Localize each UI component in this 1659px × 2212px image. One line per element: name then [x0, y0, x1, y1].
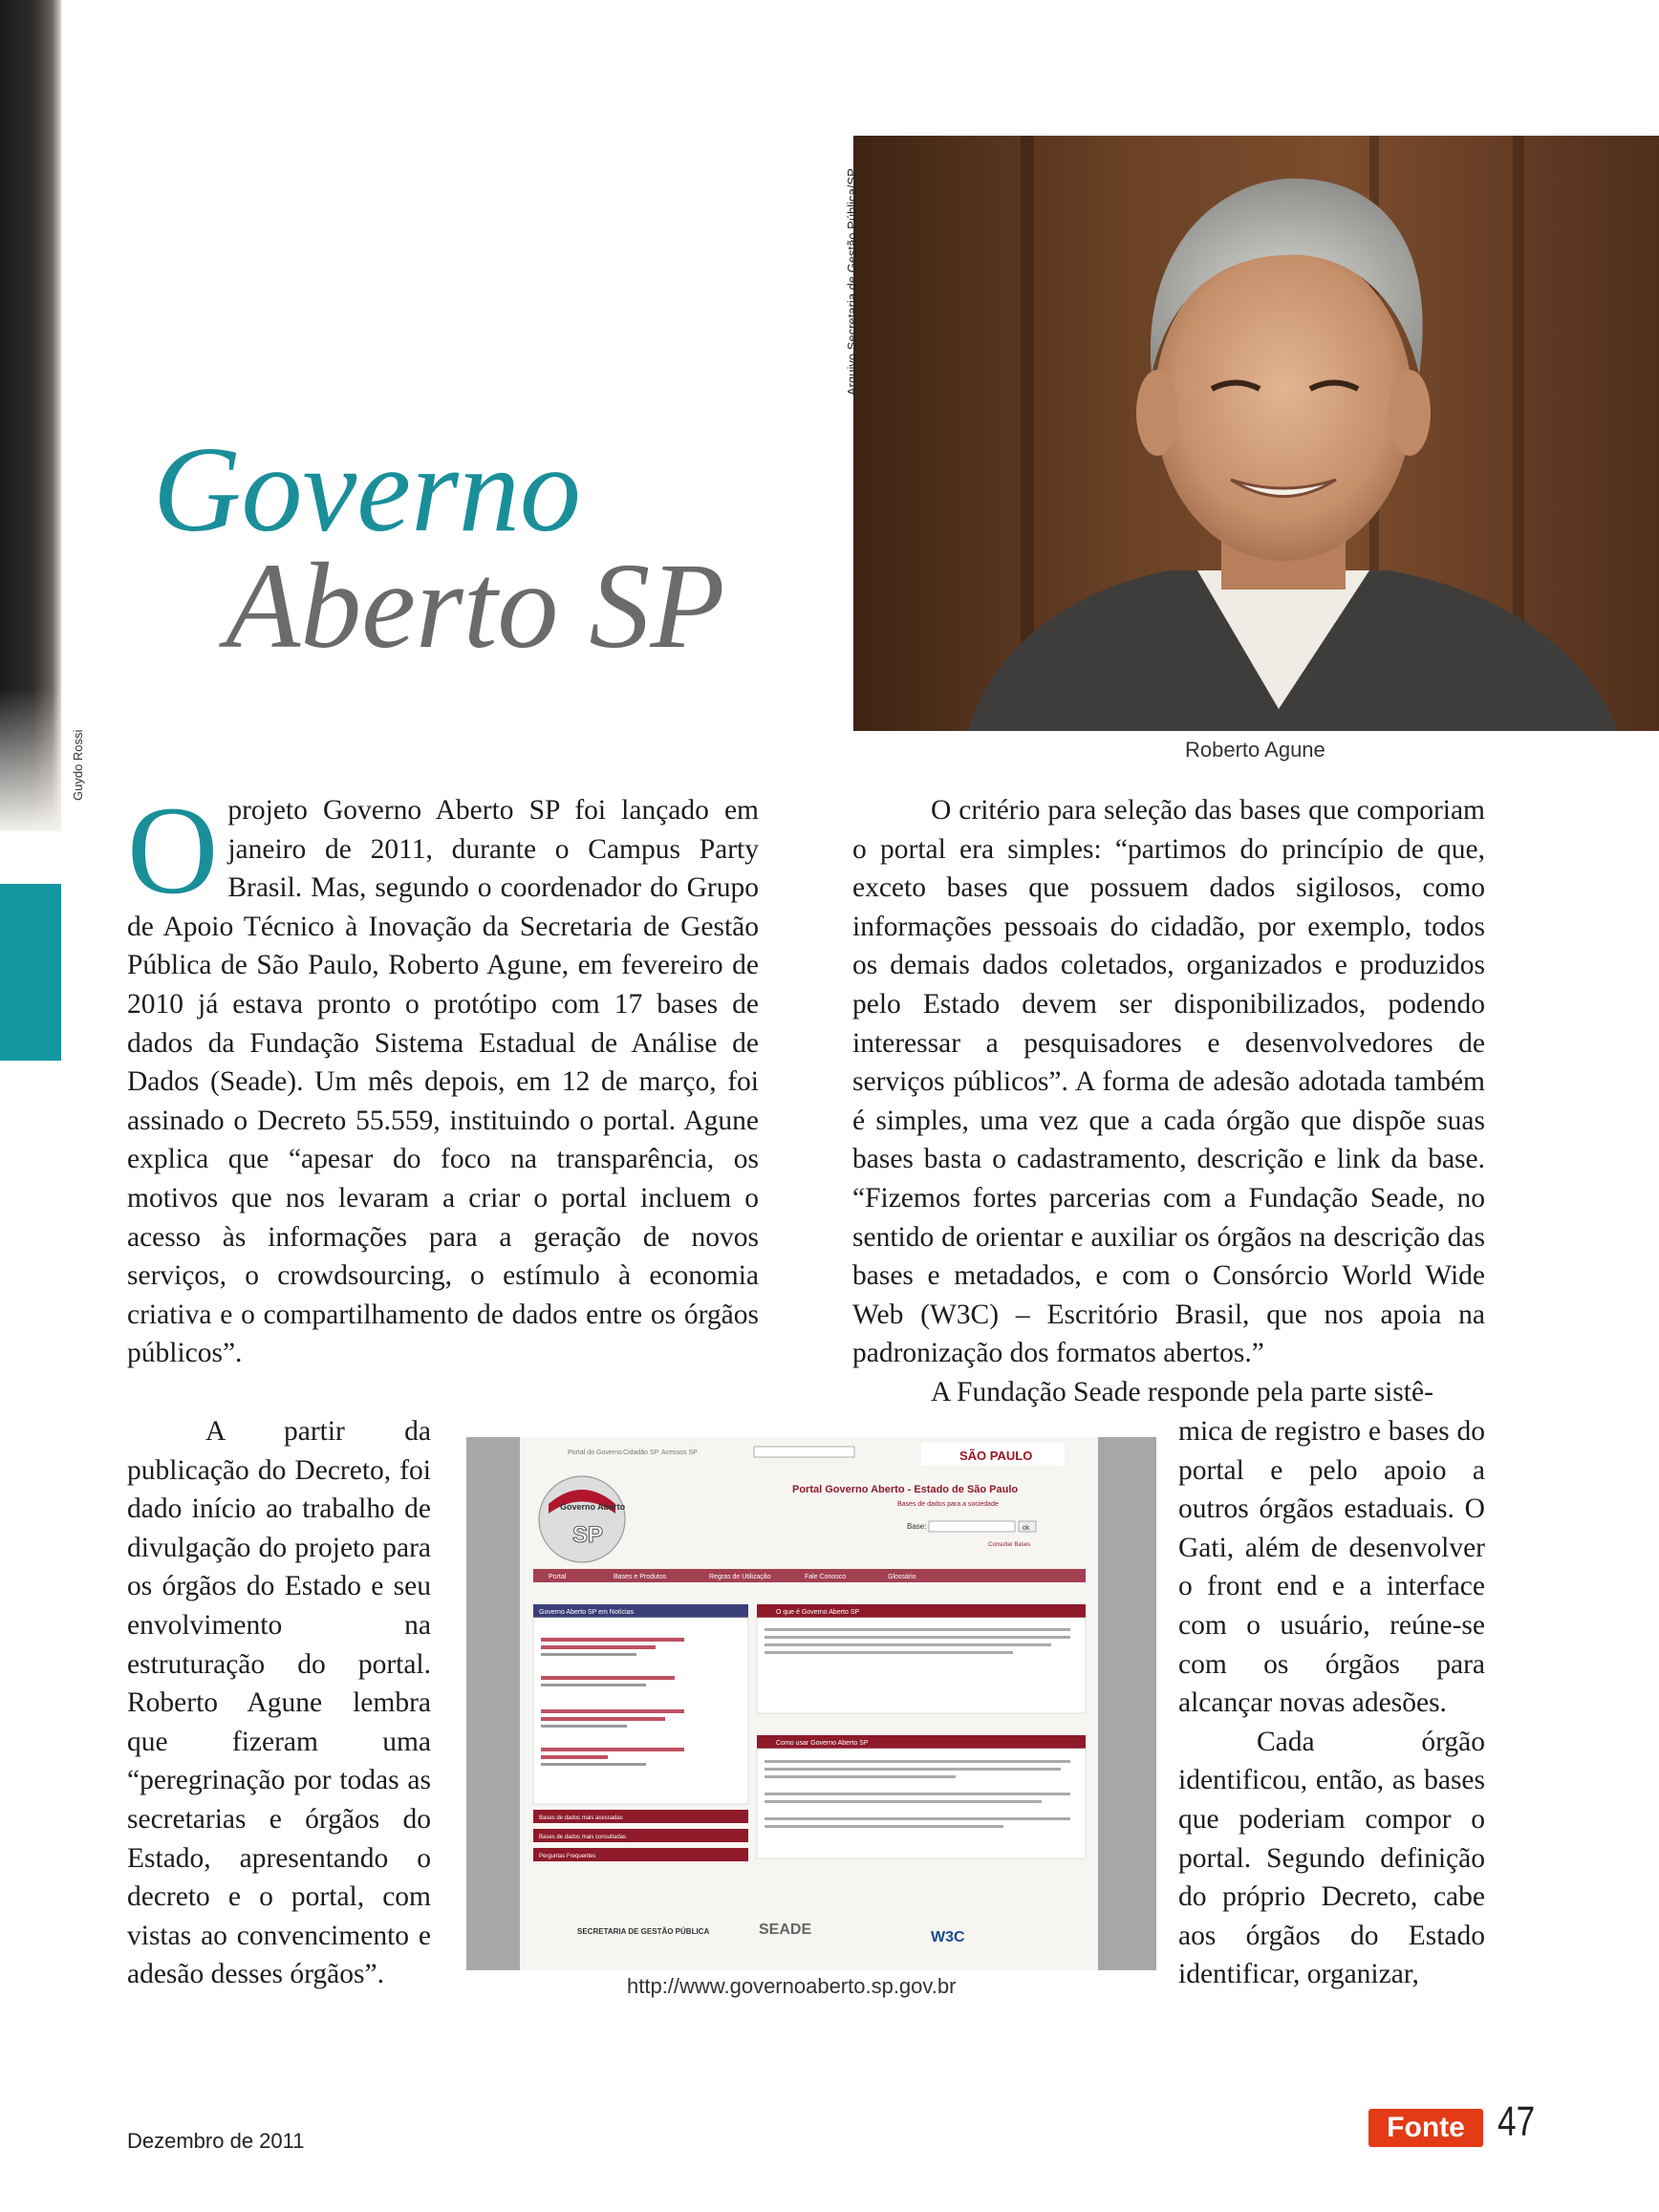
search-input[interactable]: [929, 1521, 1015, 1532]
site-nav-item[interactable]: Bases e Produtos: [614, 1574, 667, 1580]
article-column-1-lower: [127, 1412, 431, 1994]
site-header-title: Portal Governo Aberto - Estado de São Paulo: [792, 1484, 1019, 1495]
article-paragraph-2: A partir da publicação do Decreto, foi dado início ao trabalho de divulgação do projeto para os órgãos do Estado e seu envolvimento na estruturação do portal. Roberto Agune lembra que fizeram uma “peregrinação por todas as secretarias e órgãos do Estado, apresentando o decreto e o portal, com vistas ao convencimento e adesão desses órgãos”.: [127, 1416, 431, 1990]
title-line-2: Aberto SP: [226, 538, 725, 674]
site-about-box: [757, 1618, 1086, 1713]
site-howto-box: [757, 1749, 1086, 1858]
site-left-header-text: Governo Aberto SP em Notícias: [539, 1609, 635, 1616]
drop-cap: O: [127, 780, 219, 920]
site-nav-item[interactable]: Regras de Utilização: [709, 1574, 771, 1580]
site-header-subtitle: Bases de dados para a sociedade: [897, 1501, 999, 1508]
article-paragraph-3: O critério para seleção das bases que comporiam o portal era simples: “partimos do princípio de que, exceto bases que possuem dados sigilosos, como informações pessoais do cidadão, por exemplo, todos os demais dados coletados, organizados e produzidos pelo Estado devem ser disponibilizados, podendo interessar a pesquisadores e desenvolvedores de serviços públicos”. A forma de adesão adotada também é simples, uma vez que a cada órgão que dispõe suas bases basta o cadastramento, descrição e link da base. “Fizemos fortes parcerias com a Fundação Seade, no sentido de orientar e auxiliar os órgãos na descrição das bases e metadados, e com o Consórcio World Wide Web (W3C) – Escritório Brasil, que nos apoia na padronização dos formatos abertos.”: [852, 795, 1485, 1369]
consult-link[interactable]: Consultar Bases: [988, 1542, 1031, 1548]
site-left-bar-text: Perguntas Frequentes: [539, 1854, 596, 1859]
site-left-bar-text: Bases de dados mais acessadas: [539, 1815, 623, 1821]
website-caption: http://www.governoaberto.sp.gov.br: [627, 1974, 957, 1998]
site-select[interactable]: [754, 1447, 854, 1457]
article-column-2: [852, 791, 1485, 1412]
sp-logo-text: SÃO PAULO: [959, 1449, 1033, 1463]
edge-photo-strip: [0, 0, 61, 831]
article-paragraph-1: O projeto Governo Aberto SP foi lançado em janeiro de 2011, durante o Campus Party Brasil. Mas, segundo o coordenador do Grupo de Apoio Técnico à Inovação da Secretaria de Gestão Pública de São Paulo, Roberto Agune, em fevereiro de 2010 já estava pronto o protótipo com 17 bases de dados da Fundação Sistema Estadual de Análise de Dados (Seade). Um mês depois, em 12 de março, foi assinado o Decreto 55.559, instituindo o portal. Agune explica que “apesar do foco na transparência, os motivos que nos levaram a criar o portal incluem o acesso às informações para a geração de novos serviços, o crowdsourcing, o estímulo à economia criativa e o compartilhamento de dados entre os órgãos públicos”.: [127, 780, 759, 1369]
site-footer-logo: W3C: [931, 1929, 965, 1945]
site-nav-item[interactable]: Fale Conosco: [805, 1574, 847, 1580]
site-top-link[interactable]: Cidadão SP: [623, 1450, 659, 1456]
logo-text: Governo Aberto: [560, 1502, 626, 1512]
portrait-credit: Arquivo Secretaria de Gestão Pública/SP: [845, 168, 859, 396]
logo-sp: SP: [572, 1522, 604, 1548]
governo-aberto-logo: [539, 1476, 625, 1562]
site-right-header-text: O que é Governo Aberto SP: [776, 1609, 860, 1616]
article-column-3: [1178, 1412, 1485, 1994]
article-paragraph-5: Cada órgão identificou, então, as bases que poderiam compor o portal. Segundo definição do próprio Decreto, cabe aos órgãos do Estado identificar, organizar,: [1178, 1726, 1485, 1990]
website-screenshot: [466, 1437, 1156, 1970]
site-left-bar-text: Bases de dados mais consultadas: [539, 1835, 627, 1840]
portrait-photo: [853, 136, 1659, 731]
search-button-label: ok: [1023, 1525, 1030, 1532]
site-nav-item[interactable]: Portal: [549, 1574, 567, 1580]
footer-date: Dezembro de 2011: [127, 2129, 305, 2153]
site-nav-item[interactable]: Glossário: [888, 1574, 916, 1580]
site-right-header-text: Como usar Governo Aberto SP: [776, 1740, 869, 1747]
website-mockup: [520, 1437, 1098, 1970]
fonte-logo: Fonte: [1368, 2109, 1483, 2147]
site-top-link[interactable]: Acessos SP: [661, 1450, 698, 1456]
edge-photo-credit: Guydo Rossi: [71, 729, 85, 801]
page-number: 47: [1497, 2098, 1536, 2145]
article-column-1: [127, 780, 759, 1373]
site-footer-logo: SEADE: [759, 1922, 812, 1938]
title-line-1: Governo: [153, 421, 581, 557]
site-top-link[interactable]: Portal do Governo: [568, 1450, 622, 1456]
site-footer-logo: SECRETARIA DE GESTÃO PÚBLICA: [577, 1927, 710, 1936]
article-paragraph-4-start: A Fundação Seade responde pela parte sistê-: [931, 1376, 1433, 1407]
portrait-illustration: [853, 136, 1659, 731]
search-label: Base:: [907, 1522, 927, 1531]
article-paragraph-4-rest: mica de registro e bases do portal e pelo apoio a outros órgãos estaduais. O Gati, além de desenvolver o front end e a interface com o usuário, reúne-se com os órgãos para alcançar novas adesões.: [1178, 1416, 1485, 1719]
edge-teal-bar: [0, 884, 61, 1061]
website-page: [520, 1437, 1098, 1970]
portrait-caption: Roberto Agune: [1185, 738, 1325, 762]
